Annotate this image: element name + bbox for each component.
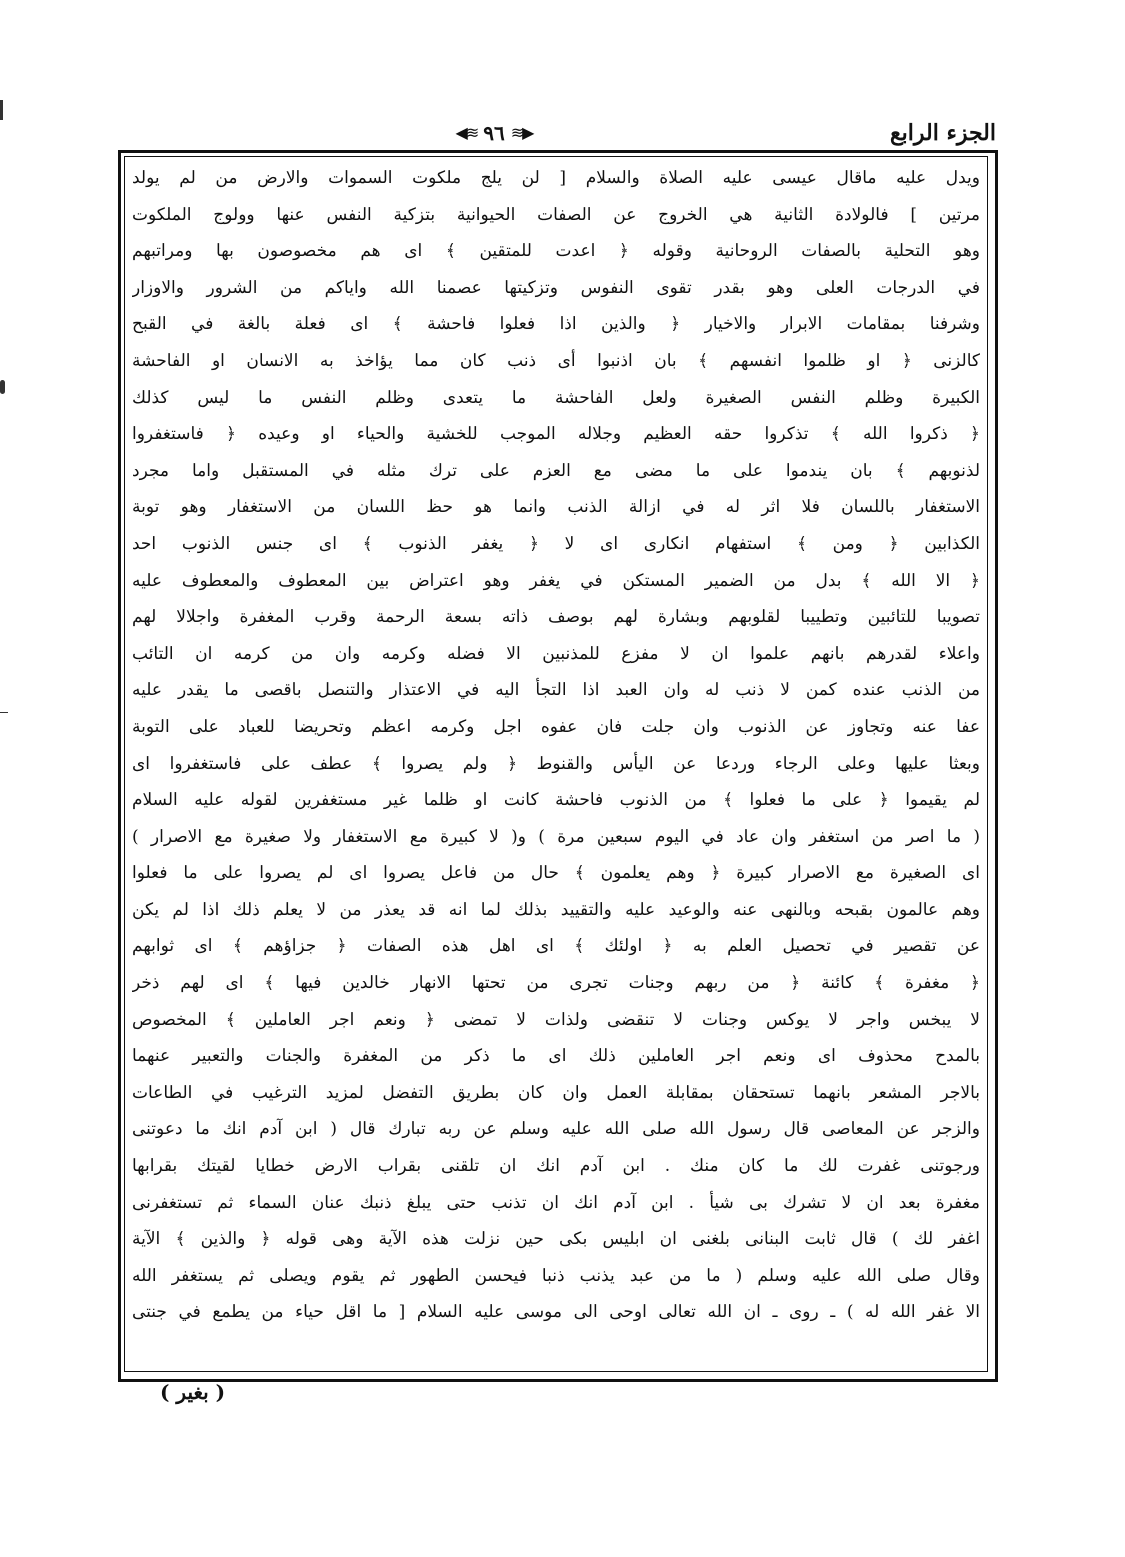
text-line: في الدرجات العلى وهو بقدر تقوى النفوس وتزكيتها عصمنا الله واياكم من الشرور والاوزار [132,277,980,298]
ornament-right-icon: ≋▶ [510,123,533,142]
text-line: ﴿ ذكروا الله ﴾ تذكروا حقه العظيم وجلاله الموجب للخشية والحياء او وعيده ﴿ فاستغفروا [132,424,980,445]
text-line: بالاجر المشعر بانهما تستحقان بمقابلة العمل وان كان بطريق التفضل لمزيد الترغيب في الطاعات [132,1082,980,1103]
part-title: الجزء الرابع [889,120,996,146]
text-line: مرتين ] فالولادة الثانية هي الخروج عن الصفات الحيوانية بتزكية النفس عنها وولوج الملكوت [132,204,980,225]
text-line: ويدل عليه ماقال عيسى عليه الصلاة والسلام [ لن يلج ملكوت السموات والارض من لم يولد [132,168,980,188]
text-line: والزجر عن المعاصى قال رسول الله صلى الله عليه وسلم عن ربه تبارك قال ( ابن آدم انك ما دعوتنى [132,1119,980,1140]
text-line: ( ما اصر من استغفر وان عاد في اليوم سبعين مرة ) و( لا كبيرة مع الاستغفار ولا صغيرة مع الاصرار ) [132,826,980,847]
text-line: من الذنب عنده كمن لا ذنب له وان العبد اذا التجأ اليه في الاعتذار والتنصل باقصى ما يقدر عليه [132,680,980,701]
text-line: وشرفنا بمقامات الابرار والاخيار ﴿ والذين اذا فعلوا فاحشة ﴾ اى فعلة بالغة في القبح [132,314,980,335]
main-text-block [132,160,980,1368]
page-number-group [434,118,554,148]
text-line: الاستغفار باللسان فلا اثر له في ازالة الذنب وانما هو حظ اللسان من الاستغفار وهو توبة [132,497,980,518]
text-line: وهو التحلية بالصفات الروحانية وقوله ﴿ اعدت للمتقين ﴾ اى هم مخصوصون بها ومراتبهم [132,241,980,262]
ornament-left-icon: ◀≋ [455,123,478,142]
text-line: وهم عالمون بقبحه وبالنهى عنه والوعيد عليه والتقييد بذلك لما انه قد يعذر من لا يعلم ذلك اذا لم يكن [132,899,980,920]
text-line: ﴿ مغفرة ﴾ كائنة ﴿ من ربهم وجنات تجرى من تحتها الانهار خالدين فيها ﴾ اى لهم ذخر [132,973,980,994]
catchword: ( بغير ) [160,1380,226,1404]
text-line: لذنوبهم ﴾ بان يندموا على ما مضى مع العزم على ترك مثله في المستقبل واما مجرد [132,460,980,481]
text-line: الكبيرة وظلم النفس الصغيرة ولعل الفاحشة ما يتعدى وظلم النفس ما ليس كذلك [132,387,980,408]
text-line: لم يقيموا ﴿ على ما فعلوا ﴾ من الذنوب فاحشة كانت او ظلما غير مستغفرين لقوله عليه السلام [132,790,980,811]
text-line: وقال صلى الله عليه وسلم ( ما من عبد يذنب ذنبا فيحسن الطهور ثم يقوم ويصلى ثم يستغفر الله [132,1265,980,1286]
text-line: مغفرة بعد ان لا تشرك بى شيأ . ابن آدم انك ان تذنب حتى يبلغ ذنبك عنان السماء ثم تستغفرنى [132,1192,980,1213]
text-line: ورجوتنى غفرت لك ما كان منك . ابن آدم انك ان تلقنى بقراب الارض خطايا لقيتك بقرابها [132,1156,980,1177]
text-line: الكذابين ﴿ ومن ﴾ استفهام انكارى اى لا ﴿ يغفر الذنوب ﴾ اى جنس الذنوب احد [132,533,980,554]
text-line: عن تقصير في تحصيل العلم به ﴿ اولئك ﴾ اى اهل هذه الصفات ﴿ جزاؤهم ﴾ اى ثوابهم [132,936,980,957]
text-line: لا يبخس واجر لا يوكس وجنات لا تنقضى ولذات لا تمضى ﴿ ونعم اجر العاملين ﴾ المخصوص [132,1009,980,1030]
text-line: عفا عنه وتجاوز عن الذنوب وان جلت فان عفوه اجل وكرمه اعظم وتحريضا للعباد على التوبة [132,716,980,737]
text-line: واعلاء لقدرهم بانهم علموا ان لا مفزع للمذنبين الا فضله وكرمه وان من كرمه ان التائب [132,643,980,664]
text-line: اى الصغيرة مع الاصرار كبيرة ﴿ وهم يعلمون ﴾ حال من فاعل يصروا اى لم يصروا على ما فعلوا [132,863,980,884]
scan-edge-mark [0,380,5,394]
text-line: ﴿ الا الله ﴾ بدل من الضمير المستكن في يغفر وهو اعتراض بين المعطوف والمعطوف عليه [132,570,980,591]
text-line: بالمدح محذوف اى ونعم اجر العاملين ذلك اى ما ذكر من المغفرة والجنات والتعبير عنهما [132,1046,980,1067]
page-number: ٩٦ [483,121,505,145]
scan-edge-mark [0,712,8,713]
text-line: تصويبا للتائبين وتطييبا لقلوبهم وبشارة لهم بوصف ذاته بسعة الرحمة وقرب المغفرة واجلالا لهم [132,607,980,628]
text-line: وبعثا عليها وعلى الرجاء وردعا عن اليأس والقنوط ﴿ ولم يصروا ﴾ عطف على فاستغفروا اى [132,753,980,774]
scan-edge-mark [0,100,3,120]
text-line: كالزنى ﴿ او ظلموا انفسهم ﴾ بان اذنبوا أى ذنب كان مما يؤاخذ به الانسان او الفاحشة [132,350,980,371]
running-header [118,118,996,148]
text-line: اغفر لك ) قال ثابت البنانى بلغنى ان ابليس بكى حين نزلت هذه الآية وهى قوله ﴿ والذين ﴾ الآية [132,1229,980,1250]
text-line: الا غفر الله له ) ـ روى ـ ان الله تعالى اوحى الى موسى عليه السلام [ ما اقل حياء من يطمع في جنتى [132,1302,980,1323]
